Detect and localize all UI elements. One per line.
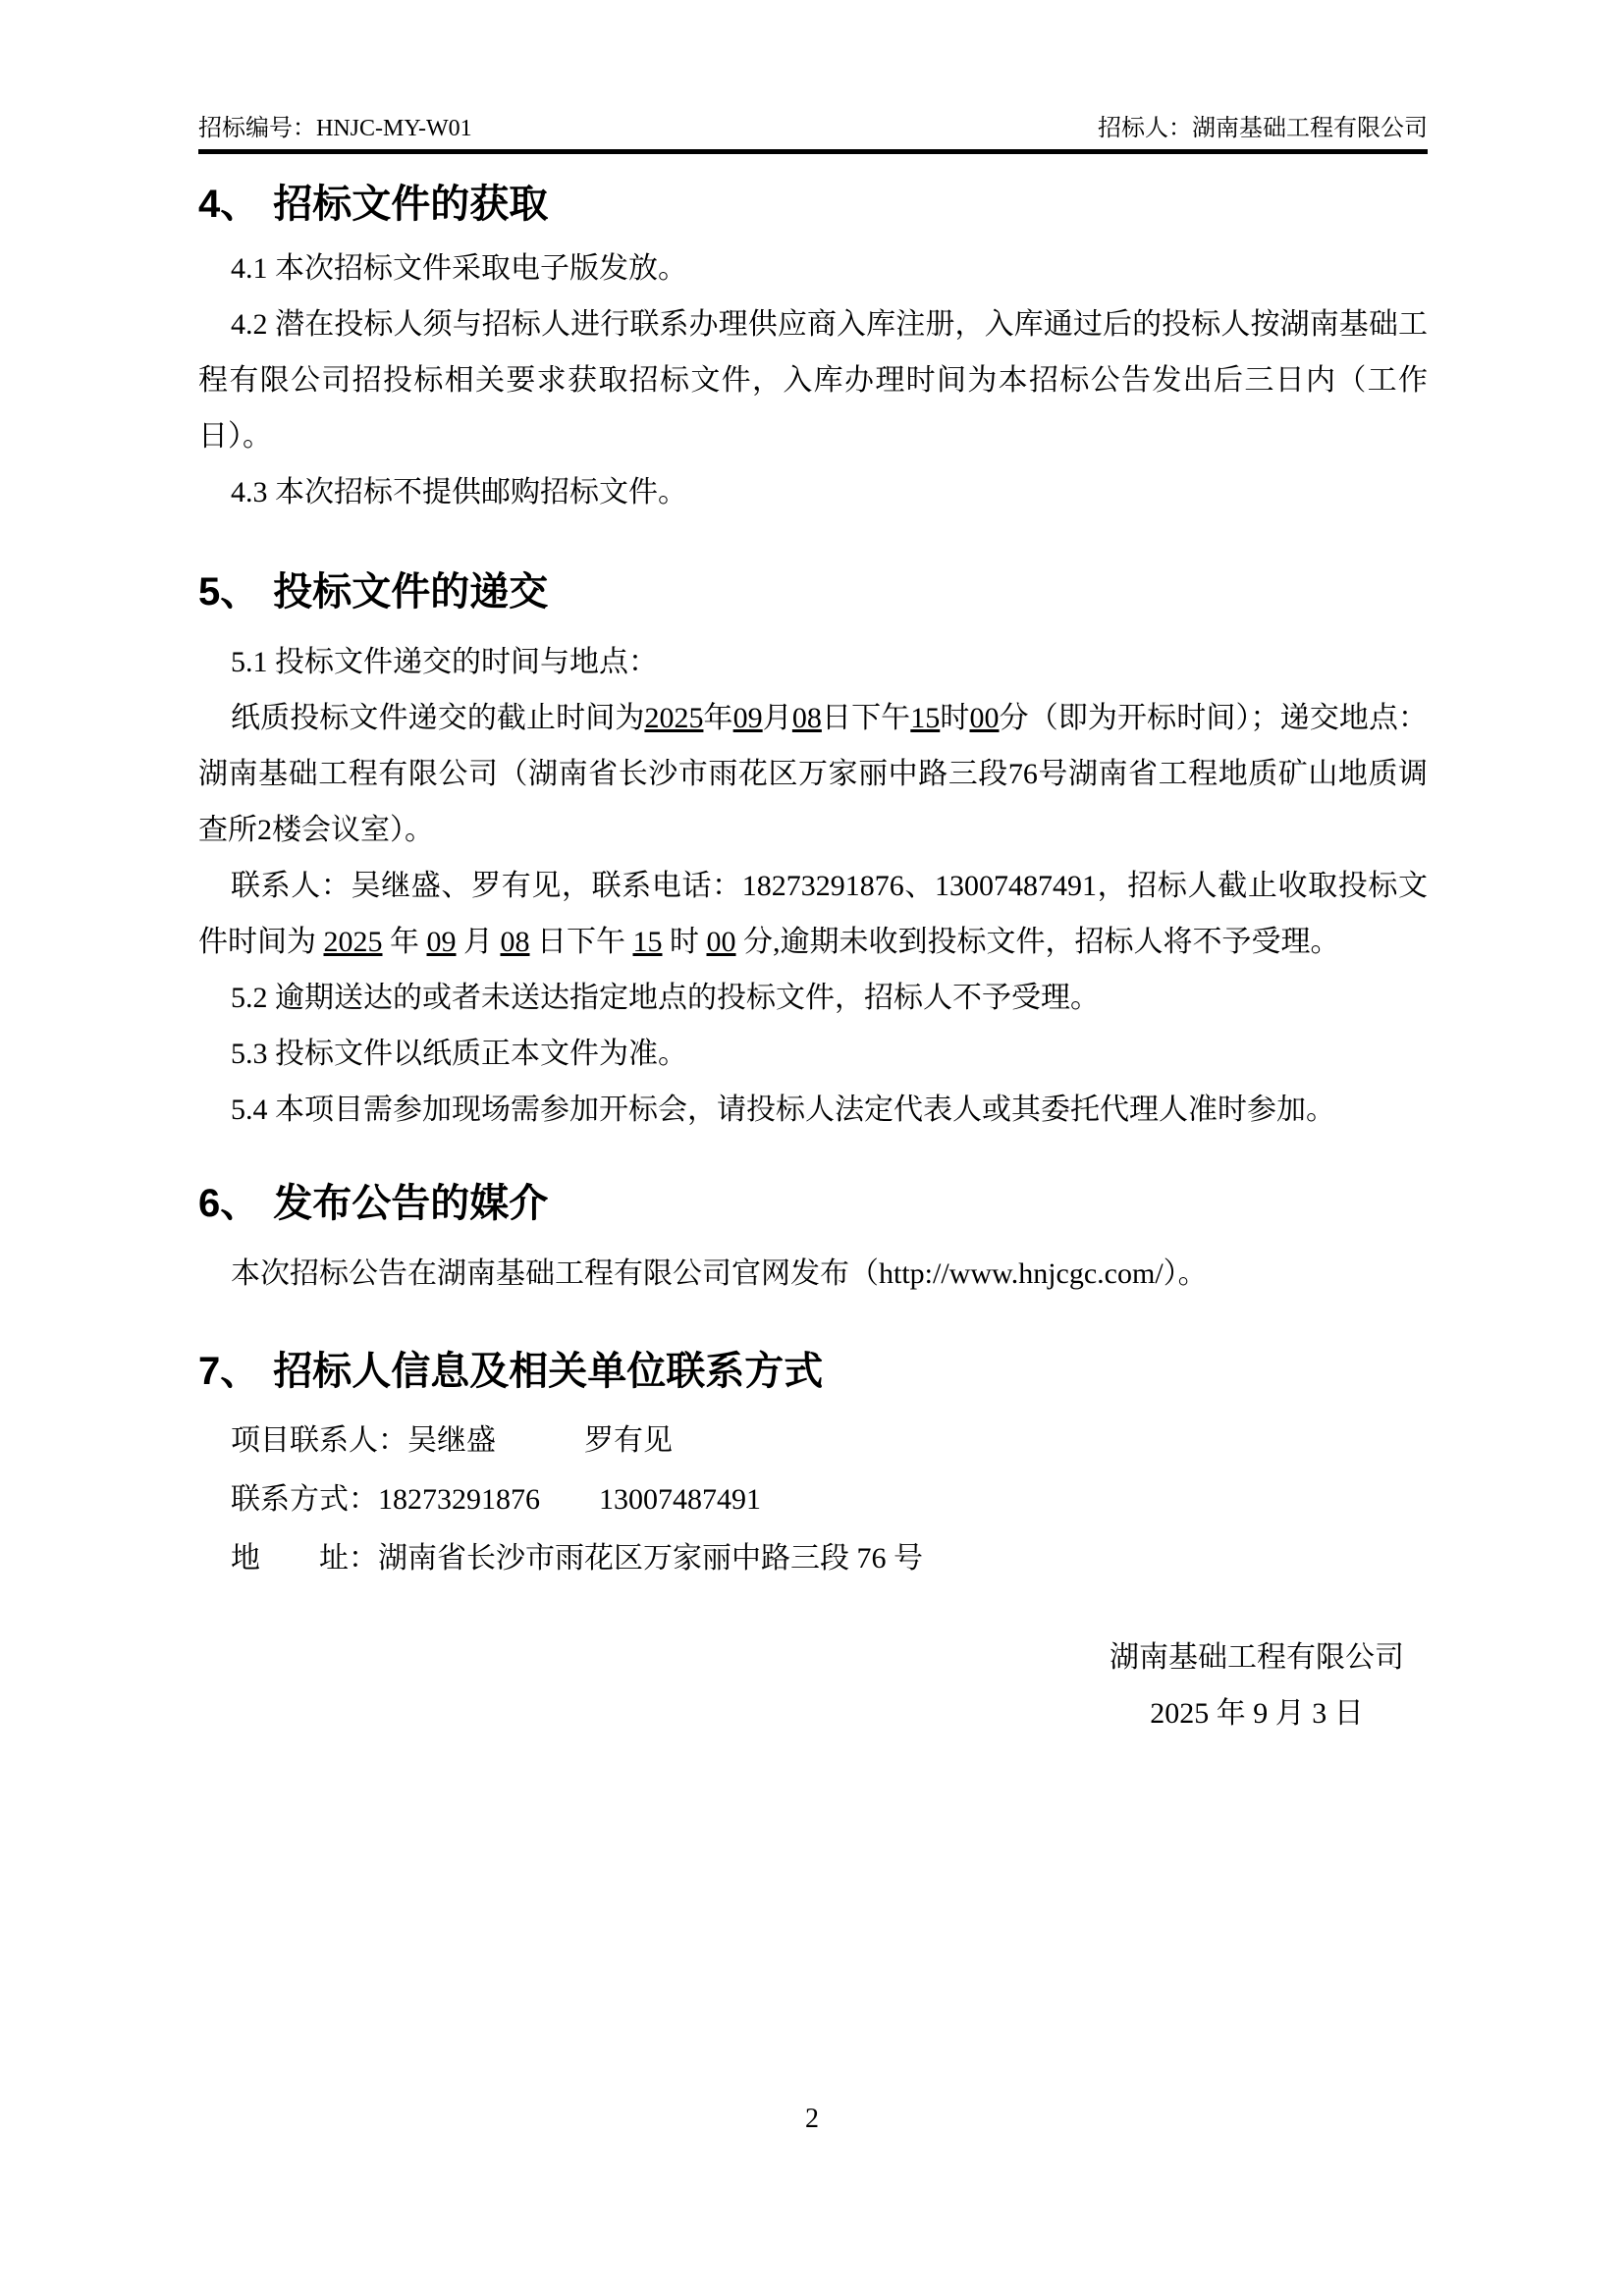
section-7-title: 招标人信息及相关单位联系方式: [273, 1350, 824, 1393]
signature-date: 2025 年 9 月 3 日: [1150, 1697, 1364, 1730]
section-6-number: 6、: [198, 1182, 260, 1225]
section-5: [198, 567, 1428, 1138]
section-4: [198, 180, 1428, 520]
paragraph-4-2: 4.2 潜在投标人须与招标人进行联系办理供应商入库注册，入库通过后的投标人按湖南基础工程有限公司招投标相关要求获取招标文件，入库办理时间为本招标公告发出后三日内（工作日）。: [198, 308, 1428, 453]
section-6-heading: [198, 1179, 1428, 1228]
project-address: 地 址：湖南省长沙市雨花区万家丽中路三段 76 号: [231, 1542, 923, 1575]
paragraph-5-2: 5.2 逾期送达的或者未送达指定地点的投标文件，招标人不予受理。: [231, 982, 1100, 1014]
page-header: [198, 0, 1428, 154]
section-5-number: 5、: [198, 570, 260, 614]
tenderer-name: 招标人：湖南基础工程有限公司: [1098, 116, 1428, 141]
paragraph-4-1: 4.1 本次招标文件采取电子版发放。: [231, 252, 687, 285]
signature-block: [1086, 1629, 1428, 1741]
section-5-heading: [198, 567, 1428, 616]
project-contact-phone: 联系方式：18273291876 13007487491: [231, 1483, 761, 1516]
paragraph-4-3: 4.3 本次招标不提供邮购招标文件。: [231, 476, 687, 508]
section-7-number: 7、: [198, 1350, 260, 1393]
section-6-title: 发布公告的媒介: [273, 1182, 549, 1225]
paragraph-5-deadline: 纸质投标文件递交的截止时间为2025年09月08日下午15时00分（即为开标时间）；递交地点：湖南基础工程有限公司（湖南省长沙市雨花区万家丽中路三段76号湖南省工程地质矿山地质调查所2楼会议室）。: [198, 702, 1429, 846]
page-content: [198, 0, 1428, 1741]
section-5-title: 投标文件的递交: [273, 570, 549, 614]
paragraph-5-3: 5.3 投标文件以纸质正本文件为准。: [231, 1038, 687, 1070]
paragraph-5-contact: 联系人：吴继盛、罗有见，联系电话：18273291876、13007487491，招标人截止收取投标文件时间为 2025 年 09 月 08 日下午 15 时 00 分,逾期未收到投标文件，招标人将不予受理。: [198, 870, 1428, 958]
section-7-heading: [198, 1347, 1428, 1396]
project-contact-person: 项目联系人：吴继盛 罗有见: [231, 1424, 673, 1457]
paragraph-5-1: 5.1 投标文件递交的时间与地点：: [231, 646, 658, 678]
section-7: [198, 1347, 1428, 1588]
section-4-number: 4、: [198, 183, 260, 226]
signature-company: 湖南基础工程有限公司: [1110, 1641, 1404, 1674]
section-4-heading: [198, 180, 1428, 229]
page-number: 2: [805, 2104, 819, 2134]
paragraph-6-media: 本次招标公告在湖南基础工程有限公司官网发布（http://www.hnjcgc.com/）。: [231, 1257, 1208, 1290]
section-4-title: 招标文件的获取: [273, 183, 549, 226]
tender-number: 招标编号：HNJC-MY-W01: [198, 116, 472, 141]
section-6: [198, 1179, 1428, 1302]
paragraph-5-4: 5.4 本项目需参加现场需参加开标会，请投标人法定代表人或其委托代理人准时参加。: [231, 1094, 1335, 1126]
